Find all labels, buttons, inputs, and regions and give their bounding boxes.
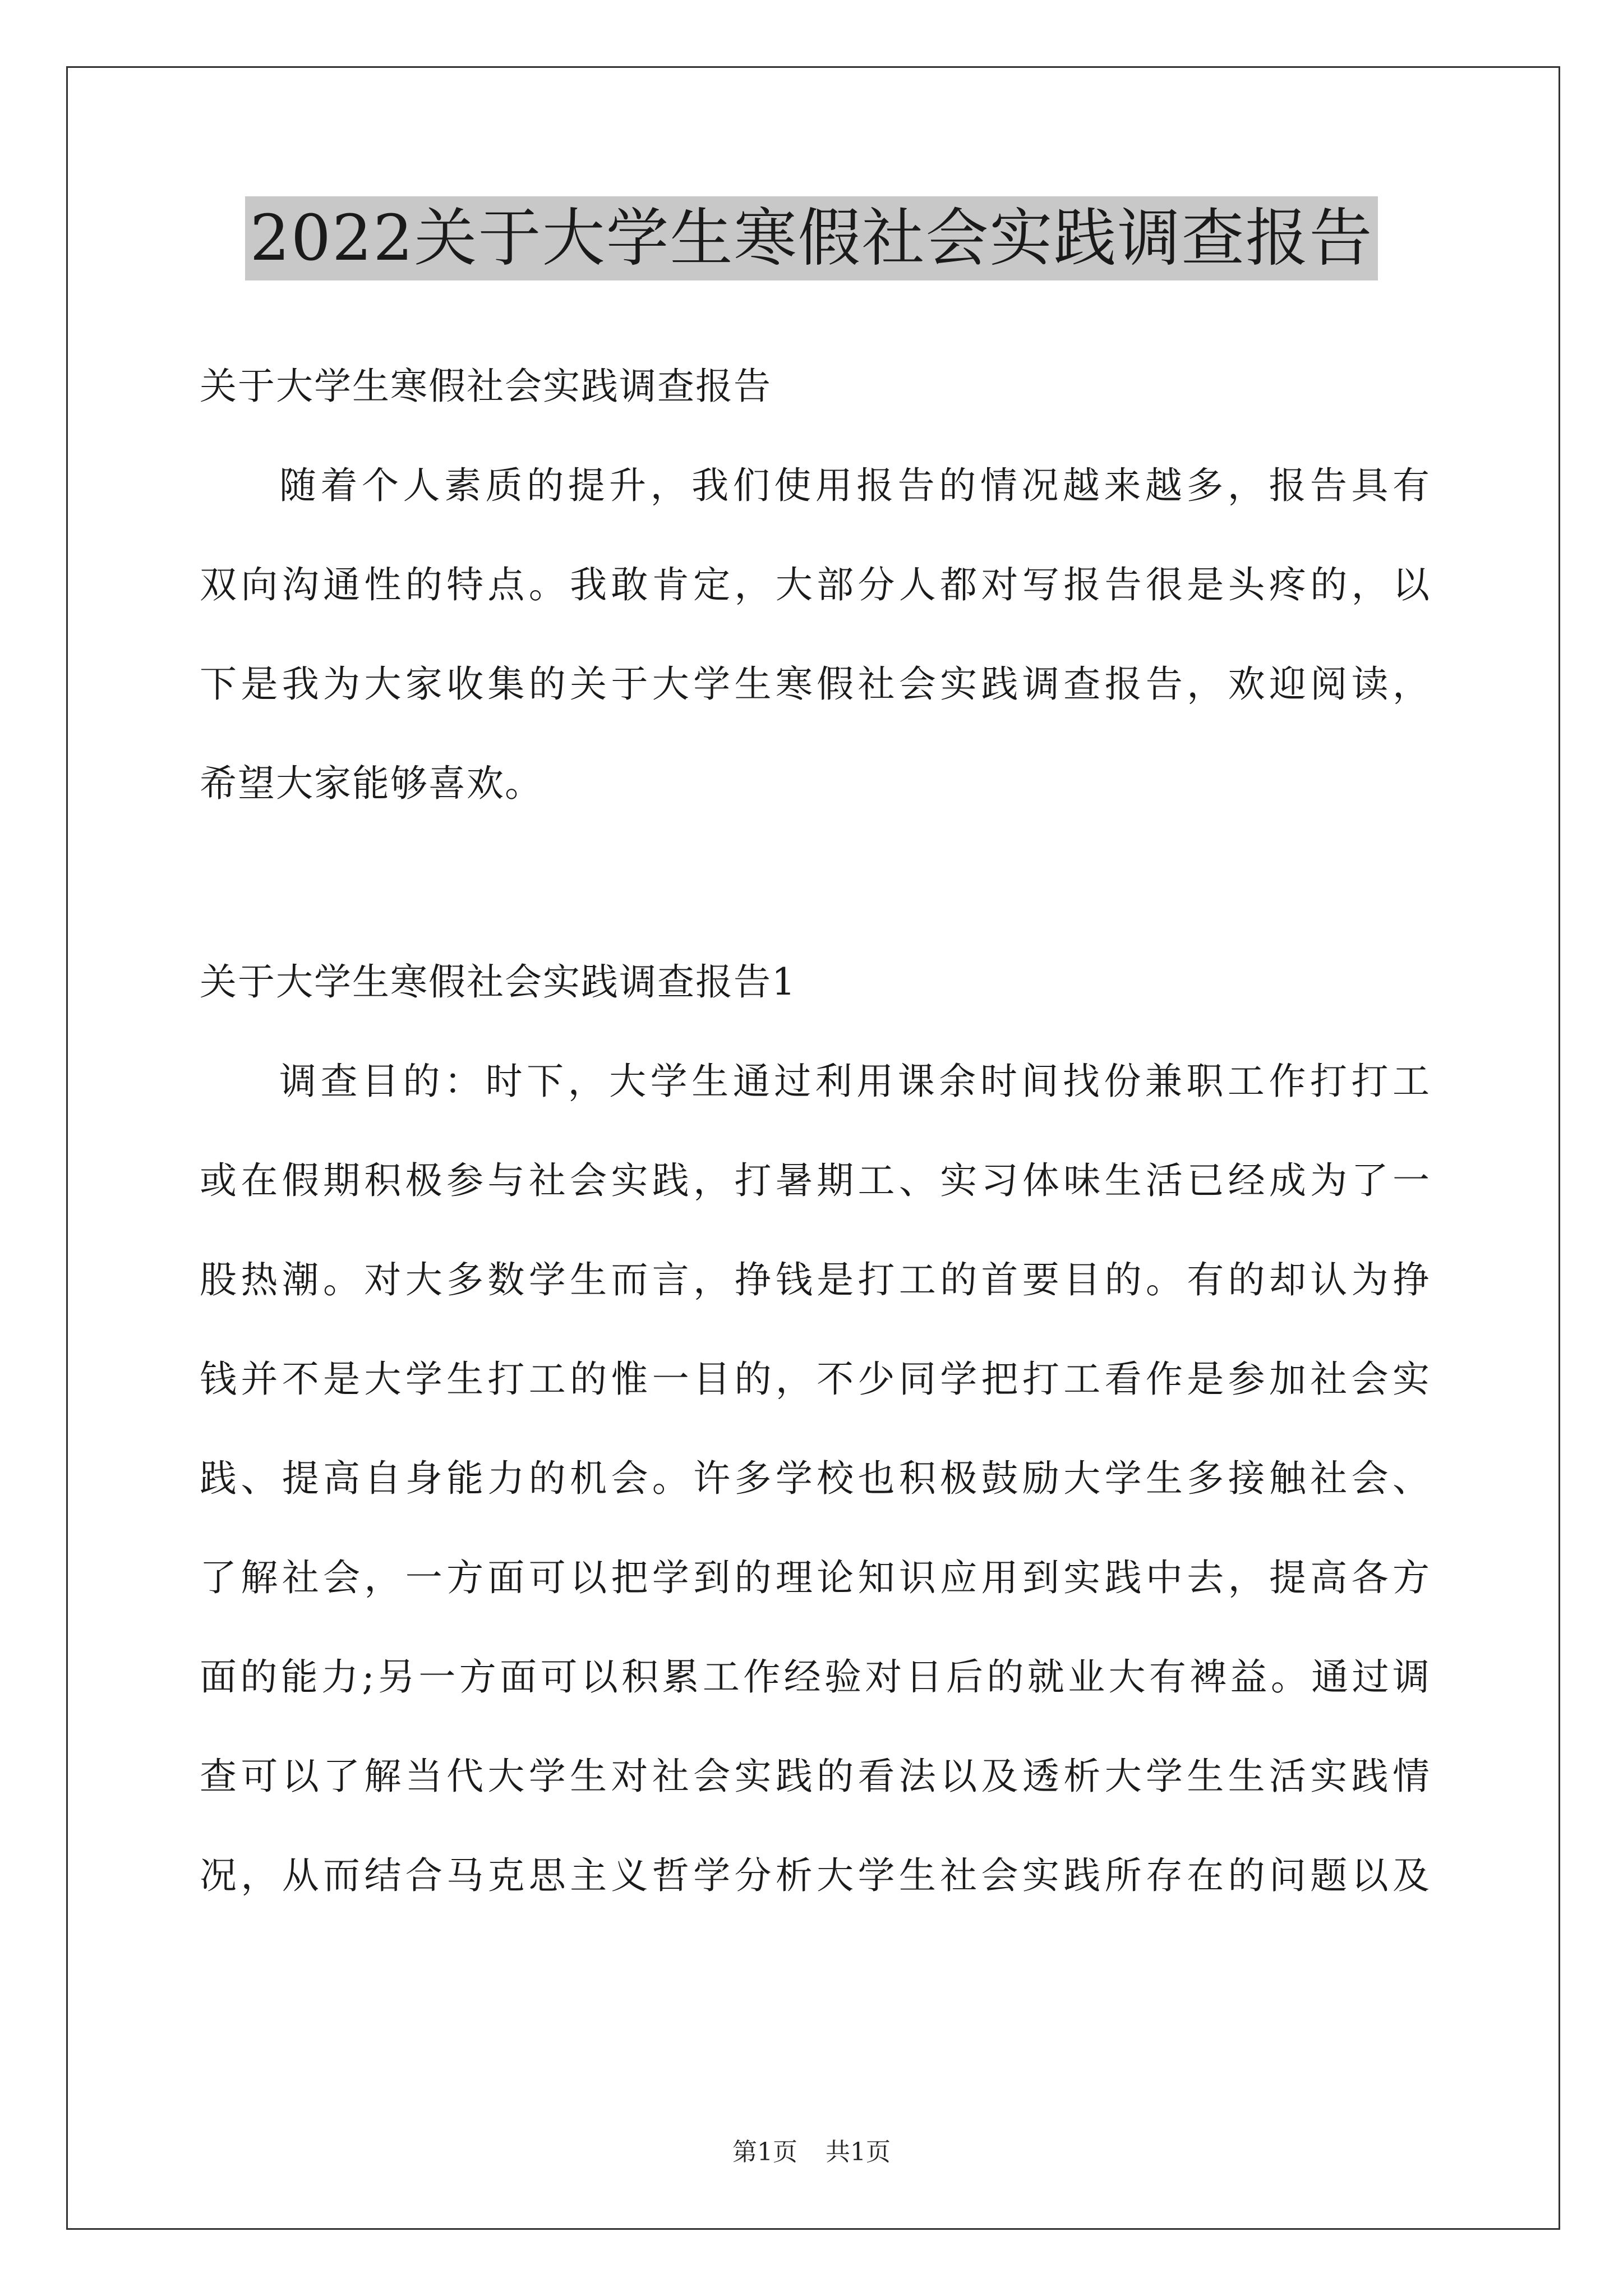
document-subtitle: 关于大学生寒假社会实践调查报告 [200, 365, 772, 408]
body-line: 面的能力;另一方面可以积累工作经验对日后的就业大有裨益。通过调 [200, 1655, 1431, 1699]
body-line: 股热潮。对大多数学生而言，挣钱是打工的首要目的。有的却认为挣 [200, 1258, 1431, 1301]
document-title: 2022关于大学生寒假社会实践调查报告 [245, 196, 1377, 280]
page-number-current: 第1页 [732, 2138, 797, 2166]
body-line: 查可以了解当代大学生对社会实践的看法以及透析大学生生活实践情 [200, 1755, 1431, 1798]
document-content [200, 337, 1431, 1925]
body-line: 了解社会，一方面可以把学到的理论知识应用到实践中去，提高各方 [200, 1556, 1431, 1599]
section-heading: 关于大学生寒假社会实践调查报告1 [200, 960, 796, 1004]
intro-line: 下是我为大家收集的关于大学生寒假社会实践调查报告，欢迎阅读， [200, 662, 1431, 706]
body-line: 调查目的：时下，大学生通过利用课余时间找份兼职工作打打工 [279, 1060, 1431, 1103]
intro-line: 随着个人素质的提升，我们使用报告的情况越来越多，报告具有 [279, 464, 1431, 507]
body-line: 践、提高自身能力的机会。许多学校也积极鼓励大学生多接触社会、 [200, 1457, 1431, 1500]
body-line: 钱并不是大学生打工的惟一目的，不少同学把打工看作是参加社会实 [200, 1358, 1431, 1401]
paragraph-gap [200, 833, 1431, 932]
intro-line: 双向沟通性的特点。我敢肯定，大部分人都对写报告很是头疼的，以 [200, 563, 1431, 606]
intro-line: 希望大家能够喜欢。 [200, 762, 543, 805]
page-number-total: 共1页 [826, 2138, 891, 2166]
body-line: 况，从而结合马克思主义哲学分析大学生社会实践所存在的问题以及 [200, 1854, 1431, 1897]
body-line: 或在假期积极参与社会实践，打暑期工、实习体味生活已经成为了一 [200, 1159, 1431, 1202]
title-wrap [0, 196, 1623, 280]
page-footer [0, 2132, 1623, 2168]
